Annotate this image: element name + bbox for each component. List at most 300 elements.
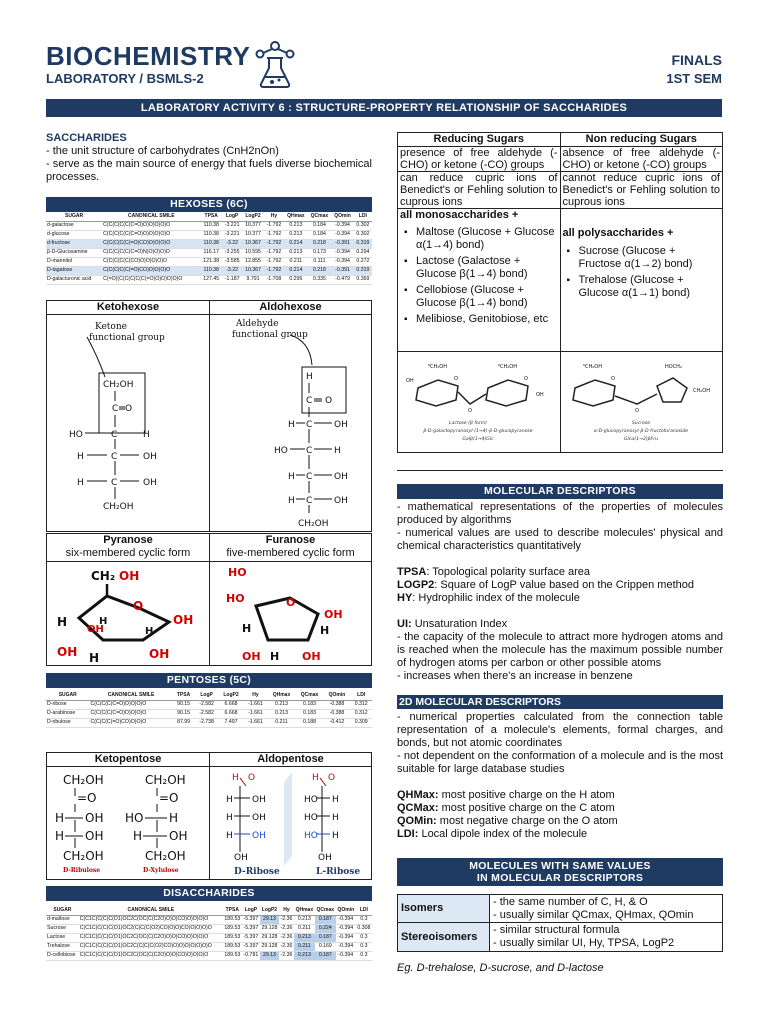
svg-text:HO: HO [304, 831, 318, 841]
table-cell: -3.255 [222, 248, 242, 257]
svg-text:CH₂OH: CH₂OH [145, 849, 186, 863]
column-header: CANONICAL SMILE [90, 692, 173, 700]
table-cell: 87.99 [173, 718, 195, 727]
nonreducing-example: ▪ Trehalose (Glucose + Glucose α(1→1) bond) [567, 274, 721, 300]
table-cell: Trehalose [46, 942, 79, 951]
table-cell: 29.128 [260, 942, 279, 951]
svg-text:OH: OH [406, 378, 414, 384]
2d-def-2: - not dependent on the conformation of a molecule and is the most suitable for large database studies [397, 750, 723, 775]
table-cell: C(C(C(C(C(CO)O)O)O)O)O [102, 257, 200, 266]
svg-text:CH₂OH: CH₂OH [103, 502, 134, 512]
reducing-row-2: can reduce cupric ions of Benedict's or Fehling solution to cuprous ions [398, 172, 561, 209]
column-header: SUGAR [46, 213, 102, 221]
hexoses-table [46, 213, 372, 285]
svg-text:OH: OH [119, 569, 140, 583]
table-cell: 6.668 [219, 709, 244, 718]
svg-text:HO: HO [69, 430, 83, 440]
svg-text:OH: OH [334, 420, 348, 430]
svg-text:OH: OH [149, 647, 170, 661]
table-cell: -0.391 [331, 239, 354, 248]
table-cell: 0.218 [308, 239, 332, 248]
svg-text:OH: OH [536, 392, 544, 398]
ldi-key: LDI: [397, 828, 419, 840]
svg-text:C: C [306, 396, 313, 406]
svg-text:O: O [248, 773, 256, 783]
ldi-def: Local dipole index of the molecule [418, 828, 588, 840]
column-header: Hy [279, 907, 294, 915]
column-header: QOmin [331, 213, 354, 221]
table-row [46, 924, 372, 933]
table-cell: -0.388 [324, 709, 351, 718]
table-cell: -1.792 [264, 266, 284, 275]
svg-text:H: H [99, 616, 108, 627]
ui-desc-1: - the capacity of the molecule to attract more hydrogen atoms and is reached when the molecule has the maximum possible number of hydrogen atoms per carbon or other possible atoms [397, 631, 723, 669]
table-cell: -5.397 [242, 915, 260, 924]
svg-text:OH: OH [334, 472, 348, 482]
table-row [46, 942, 372, 951]
isomers-label: Isomers [398, 895, 490, 923]
column-header: QCmax [315, 907, 336, 915]
ketohexose-label: Ketohexose [47, 301, 209, 315]
reducing-header: Reducing Sugars [398, 133, 561, 147]
svg-text:O: O [133, 599, 144, 613]
furanose-desc: five-membered cyclic form [226, 547, 355, 559]
table-cell: -3.22 [222, 239, 242, 248]
table-cell: 0.183 [296, 700, 324, 709]
semester-label: 1ST SEM [666, 71, 722, 86]
d-xylulose-label: D-Xylulose [143, 867, 179, 874]
svg-text:H: H [288, 472, 295, 482]
column-header: TPSA [173, 692, 195, 700]
pyranose-ring [47, 562, 209, 666]
table-cell: 0.218 [308, 266, 332, 275]
svg-text:CH₂OH: CH₂OH [103, 380, 134, 390]
svg-text:C: C [112, 404, 119, 414]
table-cell: -1.708 [264, 275, 284, 284]
table-cell: -0.479 [331, 275, 354, 284]
svg-text:C: C [111, 430, 118, 440]
furanose-ring [210, 562, 371, 666]
qhmax-key: QHMax: [397, 789, 439, 801]
svg-text:O: O [325, 396, 333, 406]
svg-text:H: H [77, 478, 84, 488]
svg-text:OH: OH [334, 496, 348, 506]
table-cell: d-fructose [46, 239, 102, 248]
table-cell: -1.792 [264, 221, 284, 230]
table-cell: -2.36 [279, 933, 294, 942]
table-row [46, 266, 372, 275]
table-row [46, 700, 372, 709]
reducing-example: ▪ Maltose (Glucose + Glucose α(1→4) bond) [404, 226, 558, 252]
stereoisomers-label: Stereoisomers [398, 923, 490, 951]
disaccharides-bar: DISACCHARIDES [46, 886, 372, 901]
reducing-sugars-table [397, 132, 723, 453]
table-cell: -0.394 [331, 257, 354, 266]
table-cell: 0.302 [354, 230, 372, 239]
table-cell: -2.36 [279, 942, 294, 951]
ui-def: Unsaturation Index [411, 618, 508, 630]
table-cell: 110.38 [200, 221, 222, 230]
aldopentose-structures [210, 768, 371, 880]
svg-text:H: H [242, 622, 252, 635]
column-header: TPSA [223, 907, 242, 915]
table-cell: 0.213 [267, 709, 295, 718]
nonreducing-example: ▪ Sucrose (Glucose + Fructose α(1→2) bond) [567, 245, 721, 271]
table-cell: 0.213 [284, 221, 308, 230]
table-cell: 189.53 [223, 933, 242, 942]
aldo-group-label-1: Aldehyde [236, 319, 279, 329]
page-title: BIOCHEMISTRY [46, 41, 251, 71]
table-cell: 0.369 [354, 275, 372, 284]
ui-desc-2: - increases when there's an increase in benzene [397, 670, 633, 682]
table-row [46, 275, 372, 284]
table-cell: -2.582 [195, 700, 219, 709]
table-row [46, 933, 372, 942]
ui-key: UI: [397, 618, 412, 630]
column-header: LDI [354, 213, 372, 221]
table-cell: 0.214 [284, 266, 308, 275]
hexoses-table-wrap [46, 213, 372, 285]
svg-text:O: O [328, 773, 336, 783]
table-cell: 9.791 [242, 275, 264, 284]
lab-flask-icon [252, 40, 298, 90]
table-cell: 121.38 [200, 257, 222, 266]
divider [397, 470, 723, 471]
svg-text:OH: OH [252, 831, 266, 841]
reducing-example: ▪ Melibiose, Genitobiose, etc [404, 313, 558, 326]
column-header: QHmax [267, 692, 295, 700]
svg-text:OH: OH [302, 650, 321, 663]
md-def-2: - numerical values are used to describe molecules' physical and chemical characteristics quantitatively [397, 527, 723, 552]
svg-text:H: H [57, 615, 68, 629]
table-cell: 0.184 [308, 221, 332, 230]
qcmax-key: QCMax: [397, 802, 439, 814]
aldohexose-structure [210, 315, 371, 531]
tpsa-def: : Topological polarity surface area [426, 566, 591, 578]
svg-text:C: C [306, 420, 313, 430]
logp2-key: LOGP2 [397, 579, 435, 591]
table-cell: -5.397 [242, 942, 260, 951]
reducing-example: ▪ Cellobiose (Glucose + Glucose β(1→4) bond) [404, 284, 558, 310]
table-cell: 0.224 [315, 924, 336, 933]
keto-group-label-2: functional group [89, 333, 165, 343]
svg-text:H: H [332, 813, 339, 823]
table-cell: 110.38 [200, 266, 222, 275]
svg-text:H: H [320, 624, 330, 637]
table-cell: 29.13 [260, 951, 279, 960]
ketopentose-label: Ketopentose [47, 753, 209, 767]
table-cell: 0.213 [294, 951, 315, 960]
pentoses-table-wrap [46, 692, 372, 728]
table-cell: -5.397 [242, 924, 260, 933]
hy-key: HY [397, 592, 413, 604]
table-cell: C(C1C(C(C(C(O1)OC2C(C(C(C(O2)CO)O)O)O)O)O)O)O [79, 942, 223, 951]
logp2-def: : Square of LogP value based on the Crippen method [434, 579, 694, 591]
column-header: SUGAR [46, 907, 79, 915]
column-header: QCmax [296, 692, 324, 700]
table-cell: -0.394 [336, 951, 356, 960]
stereo-desc-2: - usually similar UI, Hy, TPSA, LogP2 [493, 936, 675, 949]
furanose-label: Furanose [265, 534, 316, 546]
table-cell: 189.53 [223, 915, 242, 924]
svg-text:=O: =O [159, 791, 179, 805]
saccharides-def-2: - serve as the main source of energy that fuels diverse biochemical processes. [46, 158, 372, 183]
table-cell: 0.187 [315, 915, 336, 924]
table-cell: C(C(C(C(C(C=O)O)O)O)O)O [102, 230, 200, 239]
svg-text:O: O [125, 404, 133, 414]
column-header: QOmin [336, 907, 356, 915]
d-ribulose-label: D-Ribulose [63, 867, 101, 874]
table-cell: 0.213 [284, 230, 308, 239]
table-row [46, 257, 372, 266]
table-cell: C(C(C(C(C(C=O)N)O)O)O)O [102, 248, 200, 257]
table-cell: -0.394 [336, 924, 356, 933]
svg-text:O: O [610, 376, 615, 382]
svg-text:H: H [226, 831, 233, 841]
table-cell: 0.296 [284, 275, 308, 284]
table-cell: 0.213 [294, 933, 315, 942]
svg-text:OH: OH [173, 613, 194, 627]
table-cell: 90.15 [173, 700, 195, 709]
pentose-structures-box [46, 752, 372, 880]
svg-text:O: O [634, 408, 639, 414]
table-cell: C(C1C(C(C(C(O1)OC2(C(C(C(O2)CO)O)O)CO)O)O)O)O [79, 924, 223, 933]
table-cell: 10.377 [242, 230, 264, 239]
isomers-desc-2: - usually similar QCmax, QHmax, QOmin [493, 908, 694, 921]
ketopentose-structures [47, 768, 209, 880]
table-cell: -1.661 [243, 700, 267, 709]
svg-text:CH₂OH: CH₂OH [63, 849, 104, 863]
table-row [46, 230, 372, 239]
table-cell: -1.661 [243, 718, 267, 727]
table-cell: 0.335 [308, 275, 332, 284]
reducing-row-1: presence of free aldehyde (-CHO) or ketone (-CO) groups [398, 147, 561, 172]
table-row [46, 239, 372, 248]
hexose-structures-box [46, 300, 372, 532]
molecular-descriptors-section [397, 501, 723, 683]
table-cell: -5.397 [242, 933, 260, 942]
table-cell: 90.15 [173, 709, 195, 718]
table-cell: β-D-Glucosamine [46, 248, 102, 257]
activity-title-bar: LABORATORY ACTIVITY 6 : STRUCTURE-PROPERTY RELATIONSHIP OF SACCHARIDES [46, 99, 722, 117]
table-cell: -2.582 [195, 709, 219, 718]
svg-text:OH: OH [318, 853, 332, 863]
column-header: LogP2 [260, 907, 279, 915]
table-cell: -0.412 [324, 718, 351, 727]
svg-text:OH: OH [169, 829, 188, 843]
table-cell: -2.738 [195, 718, 219, 727]
svg-text:C: C [306, 446, 313, 456]
keto-group-label-1: Ketone [95, 322, 127, 332]
pentoses-bar: PENTOSES (5C) [46, 673, 372, 688]
table-cell: d-maltose [46, 915, 79, 924]
same-values-title-2: IN MOLECULAR DESCRIPTORS [476, 872, 644, 884]
example-note: Eg. D-trehalose, D-sucrose, and D-lactose [397, 961, 604, 974]
table-cell: D-ribulose [46, 718, 90, 727]
svg-text:H: H [77, 452, 84, 462]
table-row [46, 221, 372, 230]
table-row [46, 248, 372, 257]
disaccharides-table [46, 907, 372, 961]
svg-text:HO: HO [125, 811, 144, 825]
reducing-examples-heading: all monosaccharides + [400, 209, 519, 221]
table-cell: 0.3 [356, 933, 372, 942]
svg-text:H: H [270, 650, 280, 663]
table-cell: 0.169 [315, 942, 336, 951]
table-row [46, 709, 372, 718]
table-cell: -2.36 [279, 924, 294, 933]
table-cell: 10.595 [242, 248, 264, 257]
svg-text:H: H [143, 430, 150, 440]
finals-label: FINALS [671, 52, 722, 68]
table-cell: 29.128 [260, 924, 279, 933]
table-cell: 0.184 [308, 230, 332, 239]
nonreducing-row-1: absence of free aldehyde (-CHO) or ketone (-CO) groups [560, 147, 723, 172]
sucrose-caption-2: α-D-glucopyranosyl-β-D-fructofuranoside [593, 429, 688, 434]
d-ribose-label: D-Ribose [234, 867, 280, 877]
table-cell: 0.3 [356, 915, 372, 924]
svg-text:CH₂OH: CH₂OH [298, 519, 329, 529]
table-cell: -1.792 [264, 230, 284, 239]
stereo-desc-1: - similar structural formula [493, 924, 620, 937]
reducing-sugars-table-wrap [397, 132, 723, 453]
svg-text:H: H [145, 626, 154, 637]
table-cell: C(C1C(C(C(C(O1)OC2C(OC(C(C2O)O)O)CO)O)O)O)O [79, 915, 223, 924]
svg-text:CH₂OH: CH₂OH [692, 388, 710, 394]
lactose-caption-1: Lactose (β form) [449, 421, 487, 426]
column-header: CANONICAL SMILE [79, 907, 223, 915]
column-header: LDI [350, 692, 372, 700]
table-cell: 0.308 [356, 924, 372, 933]
table-cell: -3.585 [222, 257, 242, 266]
svg-text:H: H [232, 773, 239, 783]
svg-text:⁶CH₂OH: ⁶CH₂OH [498, 364, 517, 370]
table-cell: C(C1C(C(C(C(O1)OC2C(OC(C(C2O)O)O)CO)O)O)O)O [79, 951, 223, 960]
table-cell: -1.187 [222, 275, 242, 284]
table-cell: 110.38 [200, 239, 222, 248]
table-cell: C(C(C(C(C=O)O)O)O)O [90, 709, 173, 718]
table-cell: 0.211 [294, 942, 315, 951]
table-cell: 127.45 [200, 275, 222, 284]
svg-text:H: H [226, 795, 233, 805]
qomin-def: most negative charge on the O atom [436, 815, 618, 827]
table-cell: -0.394 [331, 230, 354, 239]
table-cell: -2.36 [279, 951, 294, 960]
table-cell: -3.221 [222, 221, 242, 230]
table-cell: 0.302 [354, 221, 372, 230]
table-cell: 0.294 [354, 248, 372, 257]
lactose-caption-2: β-D-galactopyranosyl-(1→4)-β-D-glucopyranose [423, 429, 533, 434]
table-cell: D-tagatose [46, 266, 102, 275]
aldopentose-label: Aldopentose [210, 753, 371, 767]
aldohexose-label: Aldohexose [210, 301, 371, 315]
table-cell: -3.22 [222, 266, 242, 275]
2d-descriptors-section [397, 711, 723, 841]
table-row [46, 951, 372, 960]
aldo-group-label-2: functional group [232, 330, 308, 340]
table-cell: 110.38 [200, 230, 222, 239]
svg-text:C: C [306, 496, 313, 506]
page-subtitle: LABORATORY / BSMLS-2 [46, 71, 204, 86]
table-cell: -0.394 [336, 933, 356, 942]
molecular-descriptors-bar: MOLECULAR DESCRIPTORS [397, 484, 723, 499]
svg-text:C: C [111, 478, 118, 488]
table-cell: 0.319 [354, 239, 372, 248]
table-cell: 29.13 [260, 915, 279, 924]
table-cell: -0.781 [242, 951, 260, 960]
table-cell: D-galacturonic acid [46, 275, 102, 284]
table-cell: -0.394 [331, 248, 354, 257]
svg-text:H: H [55, 829, 65, 843]
column-header: LDI [356, 907, 372, 915]
column-header: TPSA [200, 213, 222, 221]
table-cell: 10.367 [242, 239, 264, 248]
saccharides-heading: SACCHARIDES [46, 132, 127, 144]
svg-text:O: O [524, 376, 528, 382]
table-cell: C(C(C(C(C(C=O)O)O)O)O)O [102, 221, 200, 230]
column-header: Hy [243, 692, 267, 700]
table-cell: C(C(C(C(C(=O)CO)O)O)O)O [102, 239, 200, 248]
svg-text:⁶CH₂OH: ⁶CH₂OH [582, 364, 602, 370]
table-cell: C(=O)(C(C(C(C(C(=O)O)O)O)O)O [102, 275, 200, 284]
table-cell: d-glucose [46, 230, 102, 239]
svg-text:H: H [133, 829, 143, 843]
table-cell: -1.792 [264, 257, 284, 266]
same-values-title-1: MOLECULES WITH SAME VALUES [469, 860, 651, 872]
ketohexose-structure [47, 315, 209, 531]
isomers-table [397, 894, 723, 952]
column-header: QCmax [308, 213, 332, 221]
saccharides-section [46, 132, 372, 184]
pyranose-label: Pyranose [103, 534, 153, 546]
table-cell: d-galactose [46, 221, 102, 230]
svg-text:OH: OH [87, 624, 104, 635]
cyclic-forms-box [46, 533, 372, 666]
table-cell: 0.3 [356, 942, 372, 951]
table-cell: -0.394 [331, 221, 354, 230]
table-cell: D-ribose [46, 700, 90, 709]
sucrose-caption-3: Glcα(1→2)βFru [623, 437, 658, 442]
qhmax-def: most positive charge on the H atom [438, 789, 615, 801]
reducing-example: ▪ Lactose (Galactose + Glucose β(1→4) bond) [404, 255, 558, 281]
table-cell: C(C(C(C(C=O)O)O)O)O [90, 700, 173, 709]
table-cell: 0.213 [294, 915, 315, 924]
hexoses-bar: HEXOSES (6C) [46, 197, 372, 212]
svg-text:HO: HO [274, 446, 288, 456]
hy-def: : Hydrophilic index of the molecule [412, 592, 580, 604]
table-cell: C(C(C(C(=O)CO)O)O)O [90, 718, 173, 727]
sucrose-structure [561, 352, 721, 448]
l-ribose-label: L-Ribose [316, 867, 361, 877]
svg-text:HO: HO [228, 566, 247, 579]
tpsa-key: TPSA [397, 566, 427, 578]
pyranose-desc: six-membered cyclic form [65, 547, 191, 559]
svg-text:OH: OH [85, 811, 104, 825]
table-cell: 10.367 [242, 266, 264, 275]
svg-text:OH: OH [252, 813, 266, 823]
svg-text:C: C [306, 472, 313, 482]
table-cell: 0.211 [284, 257, 308, 266]
lactose-structure [398, 352, 558, 448]
svg-text:OH: OH [57, 645, 78, 659]
table-cell: Lactose [46, 933, 79, 942]
svg-text:H: H [312, 773, 319, 783]
table-cell: C(C(C(C(C(=O)CO)O)O)O)O [102, 266, 200, 275]
svg-text:H: H [334, 446, 341, 456]
svg-text:CH₂OH: CH₂OH [63, 773, 104, 787]
table-cell: 7.497 [219, 718, 244, 727]
svg-text:H: H [55, 811, 65, 825]
